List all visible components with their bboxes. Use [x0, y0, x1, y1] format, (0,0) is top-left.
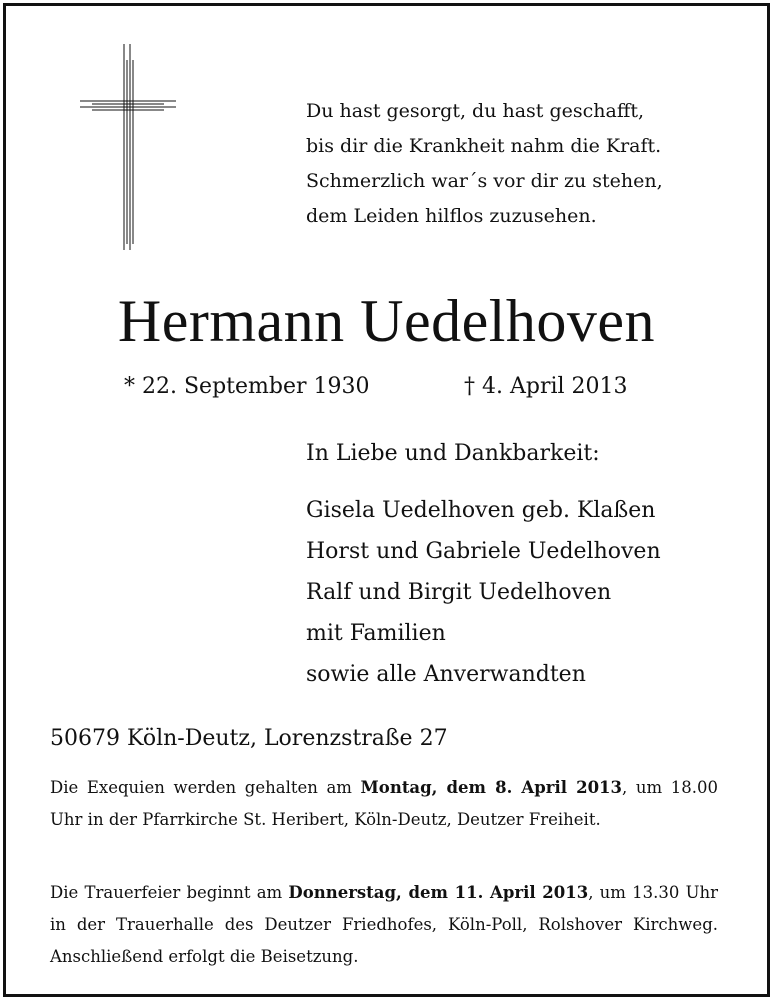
mourner-name: Gisela Uedelhoven geb. Klaßen [306, 498, 656, 523]
family-address: 50679 Köln-Deutz, Lorenzstraße 27 [50, 726, 448, 751]
funeral-text-start: Die Trauerfeier beginnt am [50, 883, 289, 902]
birth-date: * 22. September 1930 [124, 374, 370, 399]
exequies-paragraph [50, 772, 718, 836]
cross-icon [80, 44, 176, 250]
exequies-text-end: , um 18.00 Uhr in der Pfarrkirche St. Heribert, Köln-Deutz, Deutzer Freiheit. [50, 778, 718, 829]
mourners-heading: In Liebe und Dankbarkeit: [306, 441, 600, 466]
exequies-date: Montag, dem 8. April 2013 [360, 778, 623, 797]
mourners-list [306, 490, 661, 695]
mourner-name: Horst und Gabriele Uedelhoven [306, 539, 661, 564]
death-date: † 4. April 2013 [464, 374, 628, 399]
mourner-name: mit Familien [306, 621, 446, 646]
deceased-name: Hermann Uedelhoven [117, 288, 656, 354]
obituary-frame [3, 3, 770, 997]
funeral-text-end: , um 13.30 Uhr in der Trauerhalle des Deutzer Friedhofes, Köln-Poll, Rolshover Kirchweg. Anschließend erfolgt die Beisetzung. [50, 883, 718, 966]
funeral-date: Donnerstag, dem 11. April 2013 [288, 883, 589, 902]
funeral-paragraph [50, 877, 718, 973]
memorial-poem [306, 94, 706, 234]
poem-line: bis dir die Krankheit nahm die Kraft. [306, 135, 662, 157]
mourner-name: Ralf und Birgit Uedelhoven [306, 580, 612, 605]
mourner-name: sowie alle Anverwandten [306, 662, 586, 687]
poem-line: Schmerzlich war´s vor dir zu stehen, [306, 170, 663, 192]
poem-line: Du hast gesorgt, du hast geschafft, [306, 100, 645, 122]
exequies-text-start: Die Exequien werden gehalten am [50, 778, 361, 797]
poem-line: dem Leiden hilflos zuzusehen. [306, 205, 597, 227]
